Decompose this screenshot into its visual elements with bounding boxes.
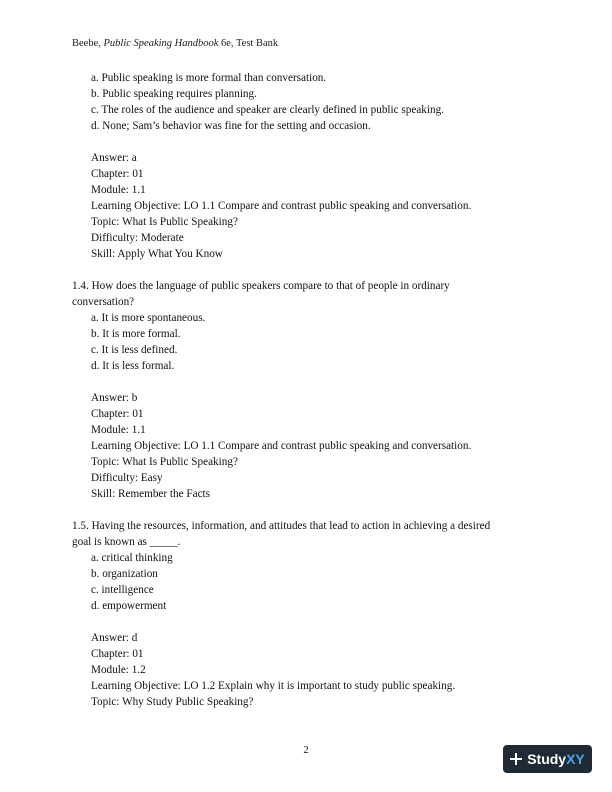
chapter-info: Chapter: 01	[91, 648, 144, 660]
answer-option: c. The roles of the audience and speaker are clearly defined in public speaking.	[91, 104, 444, 116]
answer-option: c. It is less defined.	[91, 344, 178, 356]
answer-option: b. It is more formal.	[91, 328, 181, 340]
question-1-4	[72, 278, 542, 502]
topic-info: Topic: Why Study Public Speaking?	[91, 696, 254, 708]
difficulty-info: Difficulty: Moderate	[91, 232, 184, 244]
header-author: Beebe,	[72, 38, 104, 49]
answer-option: b. Public speaking requires planning.	[91, 88, 257, 100]
chapter-info: Chapter: 01	[91, 168, 144, 180]
question-stem: 1.5. Having the resources, information, and attitudes that lead to action in achieving a desired	[72, 520, 491, 532]
question-1-3-continued	[72, 70, 542, 262]
answer-option: c. intelligence	[91, 584, 154, 596]
brand-wordmark	[527, 751, 585, 767]
answer-option: d. None; Sam’s behavior was fine for the setting and occasion.	[91, 120, 371, 132]
difficulty-info: Difficulty: Easy	[91, 472, 163, 484]
question-stem: 1.4. How does the language of public speakers compare to that of people in ordinary	[72, 280, 450, 292]
answer-option: a. critical thinking	[91, 552, 173, 564]
topic-info: Topic: What Is Public Speaking?	[91, 216, 238, 228]
question-stem: conversation?	[72, 296, 135, 308]
brand-accent: XY	[566, 751, 585, 767]
page-number: 2	[303, 745, 309, 756]
answer-option: d. empowerment	[91, 600, 167, 612]
learning-objective: Learning Objective: LO 1.1 Compare and contrast public speaking and conversation.	[91, 200, 472, 212]
answer-key: Answer: d	[91, 632, 138, 644]
studyxy-badge[interactable]	[503, 745, 592, 773]
answer-option: b. organization	[91, 568, 158, 580]
answer-option: d. It is less formal.	[91, 360, 175, 372]
page-header	[72, 37, 278, 50]
learning-objective: Learning Objective: LO 1.1 Compare and contrast public speaking and conversation.	[91, 440, 472, 452]
spacer	[72, 374, 542, 390]
test-bank-content	[72, 70, 542, 710]
answer-option: a. Public speaking is more formal than conversation.	[91, 72, 327, 84]
brand-main: Study	[527, 751, 567, 767]
skill-info: Skill: Apply What You Know	[91, 248, 223, 260]
topic-info: Topic: What Is Public Speaking?	[91, 456, 238, 468]
answer-key: Answer: b	[91, 392, 138, 404]
header-book-title: Public Speaking Handbook	[103, 38, 219, 49]
module-info: Module: 1.1	[91, 424, 146, 436]
module-info: Module: 1.2	[91, 664, 146, 676]
answer-key: Answer: a	[91, 152, 137, 164]
question-stem: goal is known as _____.	[72, 536, 181, 548]
learning-objective: Learning Objective: LO 1.2 Explain why it is important to study public speaking.	[91, 680, 456, 692]
answer-option: a. It is more spontaneous.	[91, 312, 206, 324]
spacer	[72, 134, 542, 150]
skill-info: Skill: Remember the Facts	[91, 488, 211, 500]
module-info: Module: 1.1	[91, 184, 146, 196]
header-suffix: 6e, Test Bank	[218, 38, 279, 49]
plus-icon	[510, 753, 522, 765]
question-1-5	[72, 518, 542, 710]
spacer	[72, 262, 542, 278]
spacer	[72, 502, 542, 518]
chapter-info: Chapter: 01	[91, 408, 144, 420]
spacer	[72, 614, 542, 630]
